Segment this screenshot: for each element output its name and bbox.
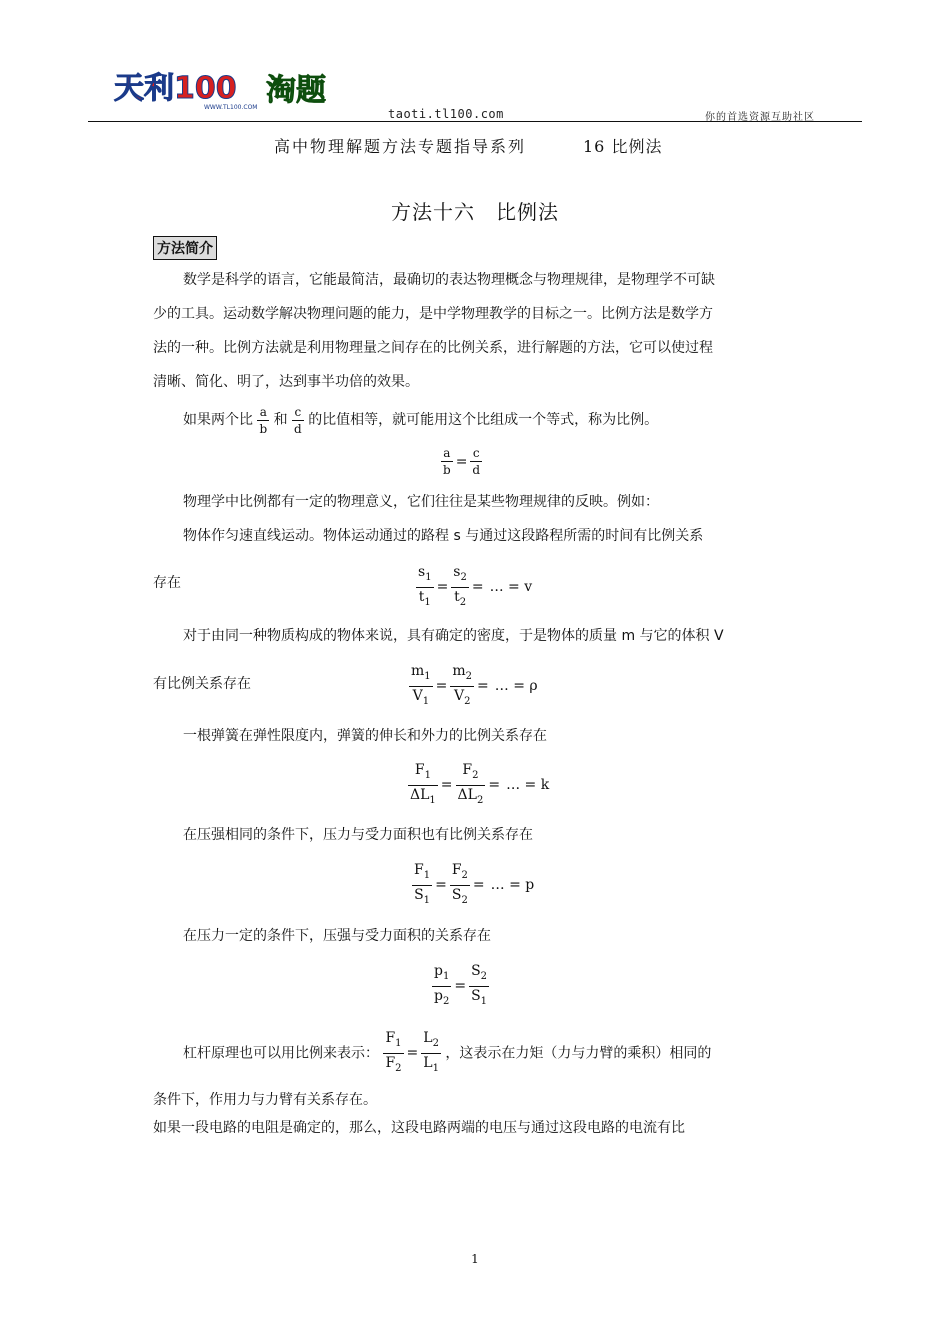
p6: 一根弹簧在弹性限度内，弹簧的伸长和外力的比例关系存在 [183, 728, 547, 744]
p5-line1: 对于由同一种物质构成的物体来说，具有确定的密度，于是物体的质量 m 与它的体积 V [183, 628, 724, 644]
logo-text-right: 淘题 [266, 73, 326, 108]
page-title: 方法十六 比例法 [391, 200, 559, 224]
frac-a-b: $\frac{a}{b}$ [259, 404, 268, 436]
eq-proportion: $\frac{a}{b}$ = $\frac{c}{d}$ [443, 446, 481, 477]
p1-line4: 清晰、简化、明了，达到事半功倍的效果。 [153, 374, 419, 390]
p9-b: ，这表示在力矩（力与力臂的乘积）相同的 [445, 1045, 712, 1062]
p8: 在压力一定的条件下，压强与受力面积的关系存在 [183, 928, 491, 944]
eq-pressure: $\frac{F_1}{S_1}$ = $\frac{F_2}{S_2}$ = … = p [414, 862, 535, 906]
p9-line2: 条件下，作用力与力臂有关系存在。 [153, 1092, 377, 1108]
header-tagline: 你的首选资源互助社区 [705, 112, 815, 123]
section-label: 方法简介 [153, 236, 217, 260]
p7: 在压强相同的条件下，压力与受力面积也有比例关系存在 [183, 827, 533, 843]
header-divider [88, 121, 862, 122]
series-title: 高中物理解题方法专题指导系列 [274, 137, 527, 156]
topic-number: 16 比例法 [583, 137, 663, 156]
p9 [183, 1030, 711, 1077]
p9-a: 杠杆原理也可以用比例来表示： [183, 1045, 379, 1062]
p1-line3: 法的一种。比例方法就是利用物理量之间存在的比例关系，进行解题的方法，它可以使过程 [153, 340, 713, 356]
p4-line2: 存在 [153, 575, 181, 591]
p2-a: 如果两个比 [183, 412, 253, 428]
eq-pressure-area: $\frac{p_1}{p_2}$ = $\frac{S_2}{S_1}$ [434, 963, 488, 1007]
p3: 物理学中比例都有一定的物理意义，它们往往是某些物理规律的反映。例如： [183, 494, 659, 510]
page-number: 1 [471, 1252, 479, 1266]
p2-b: 和 [273, 412, 288, 428]
p10: 如果一段电路的电阻是确定的，那么，这段电路两端的电压与通过这段电路的电流有比 [153, 1120, 685, 1136]
p2-c: 的比值相等，就可能用这个比组成一个等式，称为比例。 [308, 412, 659, 428]
p4-line1: 物体作匀速直线运动。物体运动通过的路程 s 与通过这段路程所需的时间有比例关系 [183, 528, 704, 544]
p1-line1: 数学是科学的语言，它能最简洁，最确切的表达物理概念与物理规律，是物理学不可缺 [183, 272, 715, 288]
eq-lever: $\frac{F_1}{F_2}$ = $\frac{L_2}{L_1}$ [385, 1030, 439, 1074]
p5-line2: 有比例关系存在 [153, 676, 251, 692]
logo-text-cn: 天利100 [114, 71, 237, 106]
frac-c-d: $\frac{c}{d}$ [294, 404, 302, 436]
logo-site: WWW.TL100.COM [204, 104, 258, 111]
eq-velocity: $\frac{s_1}{t_1}$ = $\frac{s_2}{t_2}$ = … = v [418, 564, 533, 608]
tl100-logo [112, 66, 340, 112]
header-url[interactable]: taoti.tl100.com [388, 107, 504, 121]
p1-line2: 少的工具。运动数学解决物理问题的能力，是中学物理教学的目标之一。比例方法是数学方 [153, 306, 713, 322]
p2 [183, 402, 658, 438]
eq-spring: $\frac{F_1}{\Delta L_1}$ = $\frac{F_2}{\Delta L_2}$ = … = k [410, 762, 550, 806]
eq-density: $\frac{m_1}{V_1}$ = $\frac{m_2}{V_2}$ = … = ρ [411, 663, 538, 707]
